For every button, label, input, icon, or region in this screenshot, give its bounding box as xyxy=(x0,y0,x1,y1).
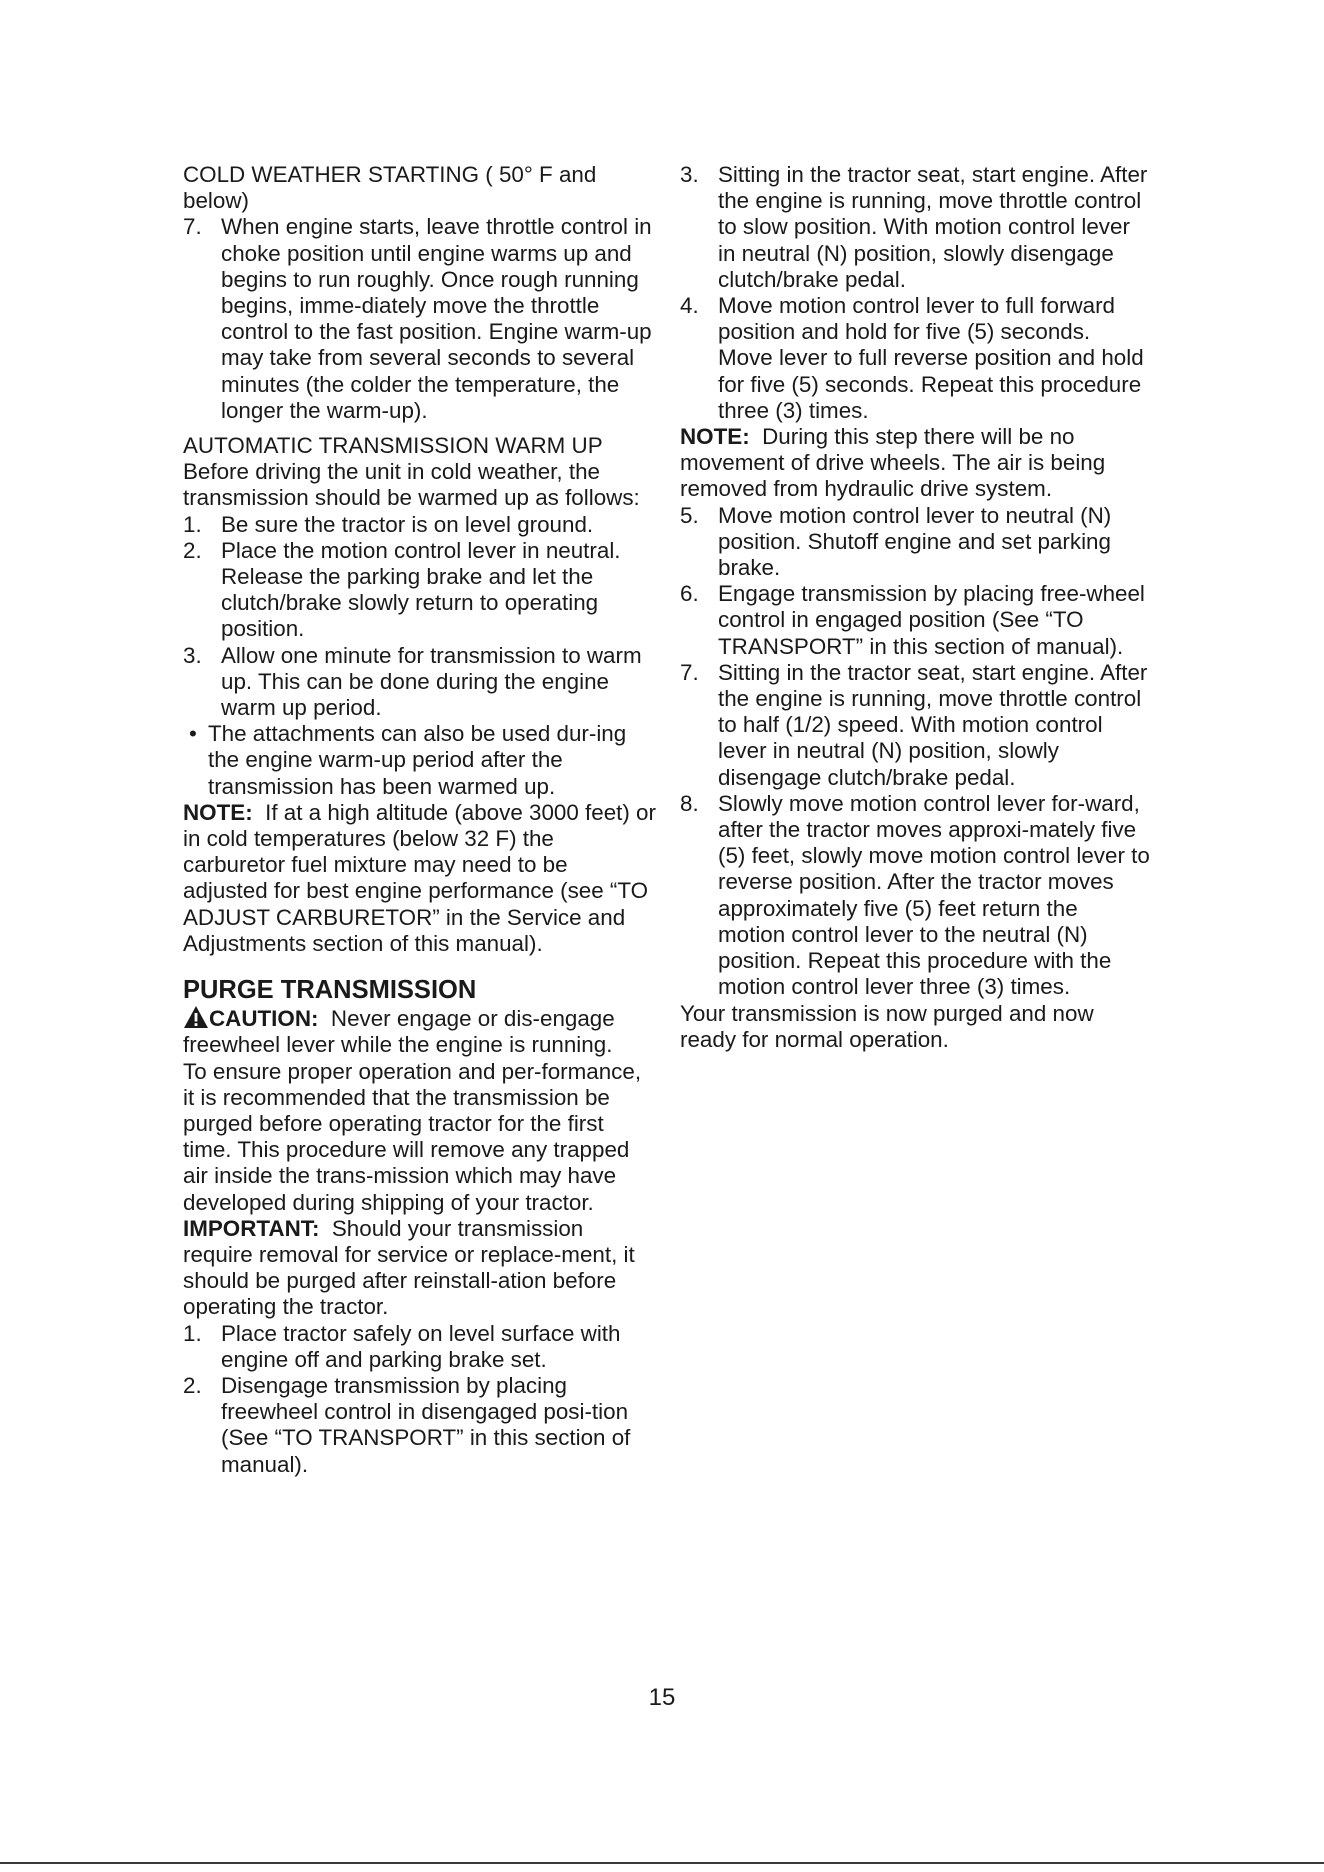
list-text: When engine starts, leave throttle control in choke position until engine warms up and begins to run roughly. Once rough running begins, imme-diately move the throttle control to the fast position. Engine warm-up may take from several seconds to several minutes (the colder the temperature, the longer the warm-up). xyxy=(221,214,652,423)
list-number: 7. xyxy=(183,214,202,240)
bullet-text: The attachments can also be used dur-ing the engine warm-up period after the transmission has been warmed up. xyxy=(208,721,627,799)
bullet-symbol: • xyxy=(189,721,197,747)
list-item xyxy=(183,512,658,538)
list-number: 2. xyxy=(183,537,202,563)
note-paragraph xyxy=(680,424,1150,503)
list-number: 2. xyxy=(183,1372,202,1398)
list-text: Place the motion control lever in neutral. Release the parking brake and let the clutch/brake slowly return to operating position. xyxy=(221,537,621,642)
caution-text: Never engage or dis-engage freewheel lever while the engine is running. xyxy=(183,1006,615,1058)
list-text: Allow one minute for transmission to warm up. This can be done during the engine warm up period. xyxy=(221,642,642,721)
list-item xyxy=(680,791,1150,1001)
purge-transmission-heading: PURGE TRANSMISSION xyxy=(183,976,477,1005)
note-label: NOTE: xyxy=(680,424,750,450)
list-number: 1. xyxy=(183,511,202,537)
important-label: IMPORTANT: xyxy=(183,1215,320,1241)
list-item xyxy=(183,1321,658,1373)
list-text: Slowly move motion control lever for-ward, after the tractor moves approxi-mately five (5) feet, slowly move motion control lever to reverse position. After the tractor moves approximately five (5) feet return the motion control lever to the neutral (N) position. Repeat this procedure with the motion control lever three (3) times. xyxy=(718,790,1150,1000)
list-number: 7. xyxy=(680,659,699,685)
list-text: Be sure the tractor is on level ground. xyxy=(221,511,594,537)
list-number: 6. xyxy=(680,581,699,607)
list-text: Sitting in the tractor seat, start engine. After the engine is running, move throttle control to half (1/2) speed. With motion control lever in neutral (N) position, slowly disengage clutch/brake pedal. xyxy=(718,659,1148,790)
list-number: 1. xyxy=(183,1320,202,1346)
list-item xyxy=(680,660,1150,791)
auto-intro-paragraph: Before driving the unit in cold weather, the transmission should be warmed up as follows: xyxy=(183,459,640,511)
note-label: NOTE: xyxy=(183,799,253,825)
purge-intro-paragraph: To ensure proper operation and per-formance, it is recommended that the transmission be purged before operating tractor for the first time. This procedure will remove any trapped air inside the trans-mission which may have developed during shipping of your tractor. xyxy=(183,1058,642,1215)
list-number: 4. xyxy=(680,293,699,319)
right-column xyxy=(680,162,1150,1053)
list-number: 3. xyxy=(680,162,699,187)
caution-paragraph xyxy=(183,1005,658,1058)
left-column xyxy=(183,162,658,1478)
bullet-item xyxy=(183,721,658,800)
important-text: Should your transmission require removal for service or replace-ment, it should be purged after reinstall-ation before operating the tractor. xyxy=(183,1215,635,1320)
list-text: Disengage transmission by placing freewheel control in disengaged posi-tion (See “TO TRANSPORT” in this section of manual). xyxy=(221,1372,631,1477)
list-item xyxy=(183,643,658,722)
list-item xyxy=(680,293,1150,424)
list-text: Move motion control lever to full forward position and hold for five (5) seconds. Move lever to full reverse position and hold for five (5) seconds. Repeat this procedure three (3) times. xyxy=(718,293,1144,423)
list-number: 5. xyxy=(680,502,699,528)
list-item xyxy=(680,162,1150,293)
list-item xyxy=(680,581,1150,660)
list-item xyxy=(183,538,658,643)
important-paragraph xyxy=(183,1216,658,1321)
list-number: 8. xyxy=(680,790,699,816)
caution-label: CAUTION: xyxy=(209,1006,319,1032)
list-item xyxy=(183,214,658,424)
list-number: 3. xyxy=(183,642,202,668)
list-text: Sitting in the tractor seat, start engine. After the engine is running, move throttle control to slow position. With motion control lever in neutral (N) position, slowly disengage clutch/brake pedal. xyxy=(718,162,1148,292)
list-item xyxy=(183,1373,658,1478)
bottom-rule xyxy=(0,1862,1324,1864)
note-text: If at a high altitude (above 3000 feet) or in cold temperatures (below 32 F) the carburetor fuel mixture may need to be adjusted for best engine performance (see “TO ADJUST CARBURETOR” in the Service and Adjustments section of this manual). xyxy=(183,799,656,956)
list-text: Place tractor safely on level surface with engine off and parking brake set. xyxy=(221,1320,621,1372)
auto-transmission-heading: AUTOMATIC TRANSMISSION WARM UP xyxy=(183,433,603,459)
list-text: Engage transmission by placing free-wheel control in engaged position (See “TO TRANSPORT” in this section of manual). xyxy=(718,581,1145,659)
warning-triangle-icon xyxy=(183,1005,209,1029)
closing-paragraph: Your transmission is now purged and now ready for normal operation. xyxy=(680,1000,1094,1052)
list-text: Move motion control lever to neutral (N) position. Shutoff engine and set parking brake. xyxy=(718,502,1112,581)
note-paragraph xyxy=(183,800,658,957)
page-number: 15 xyxy=(648,1684,676,1711)
cold-weather-heading: COLD WEATHER STARTING ( 50° F and below) xyxy=(183,162,597,214)
list-item xyxy=(680,503,1150,582)
note-text: During this step there will be no movement of drive wheels. The air is being removed from hydraulic drive system. xyxy=(680,424,1106,502)
